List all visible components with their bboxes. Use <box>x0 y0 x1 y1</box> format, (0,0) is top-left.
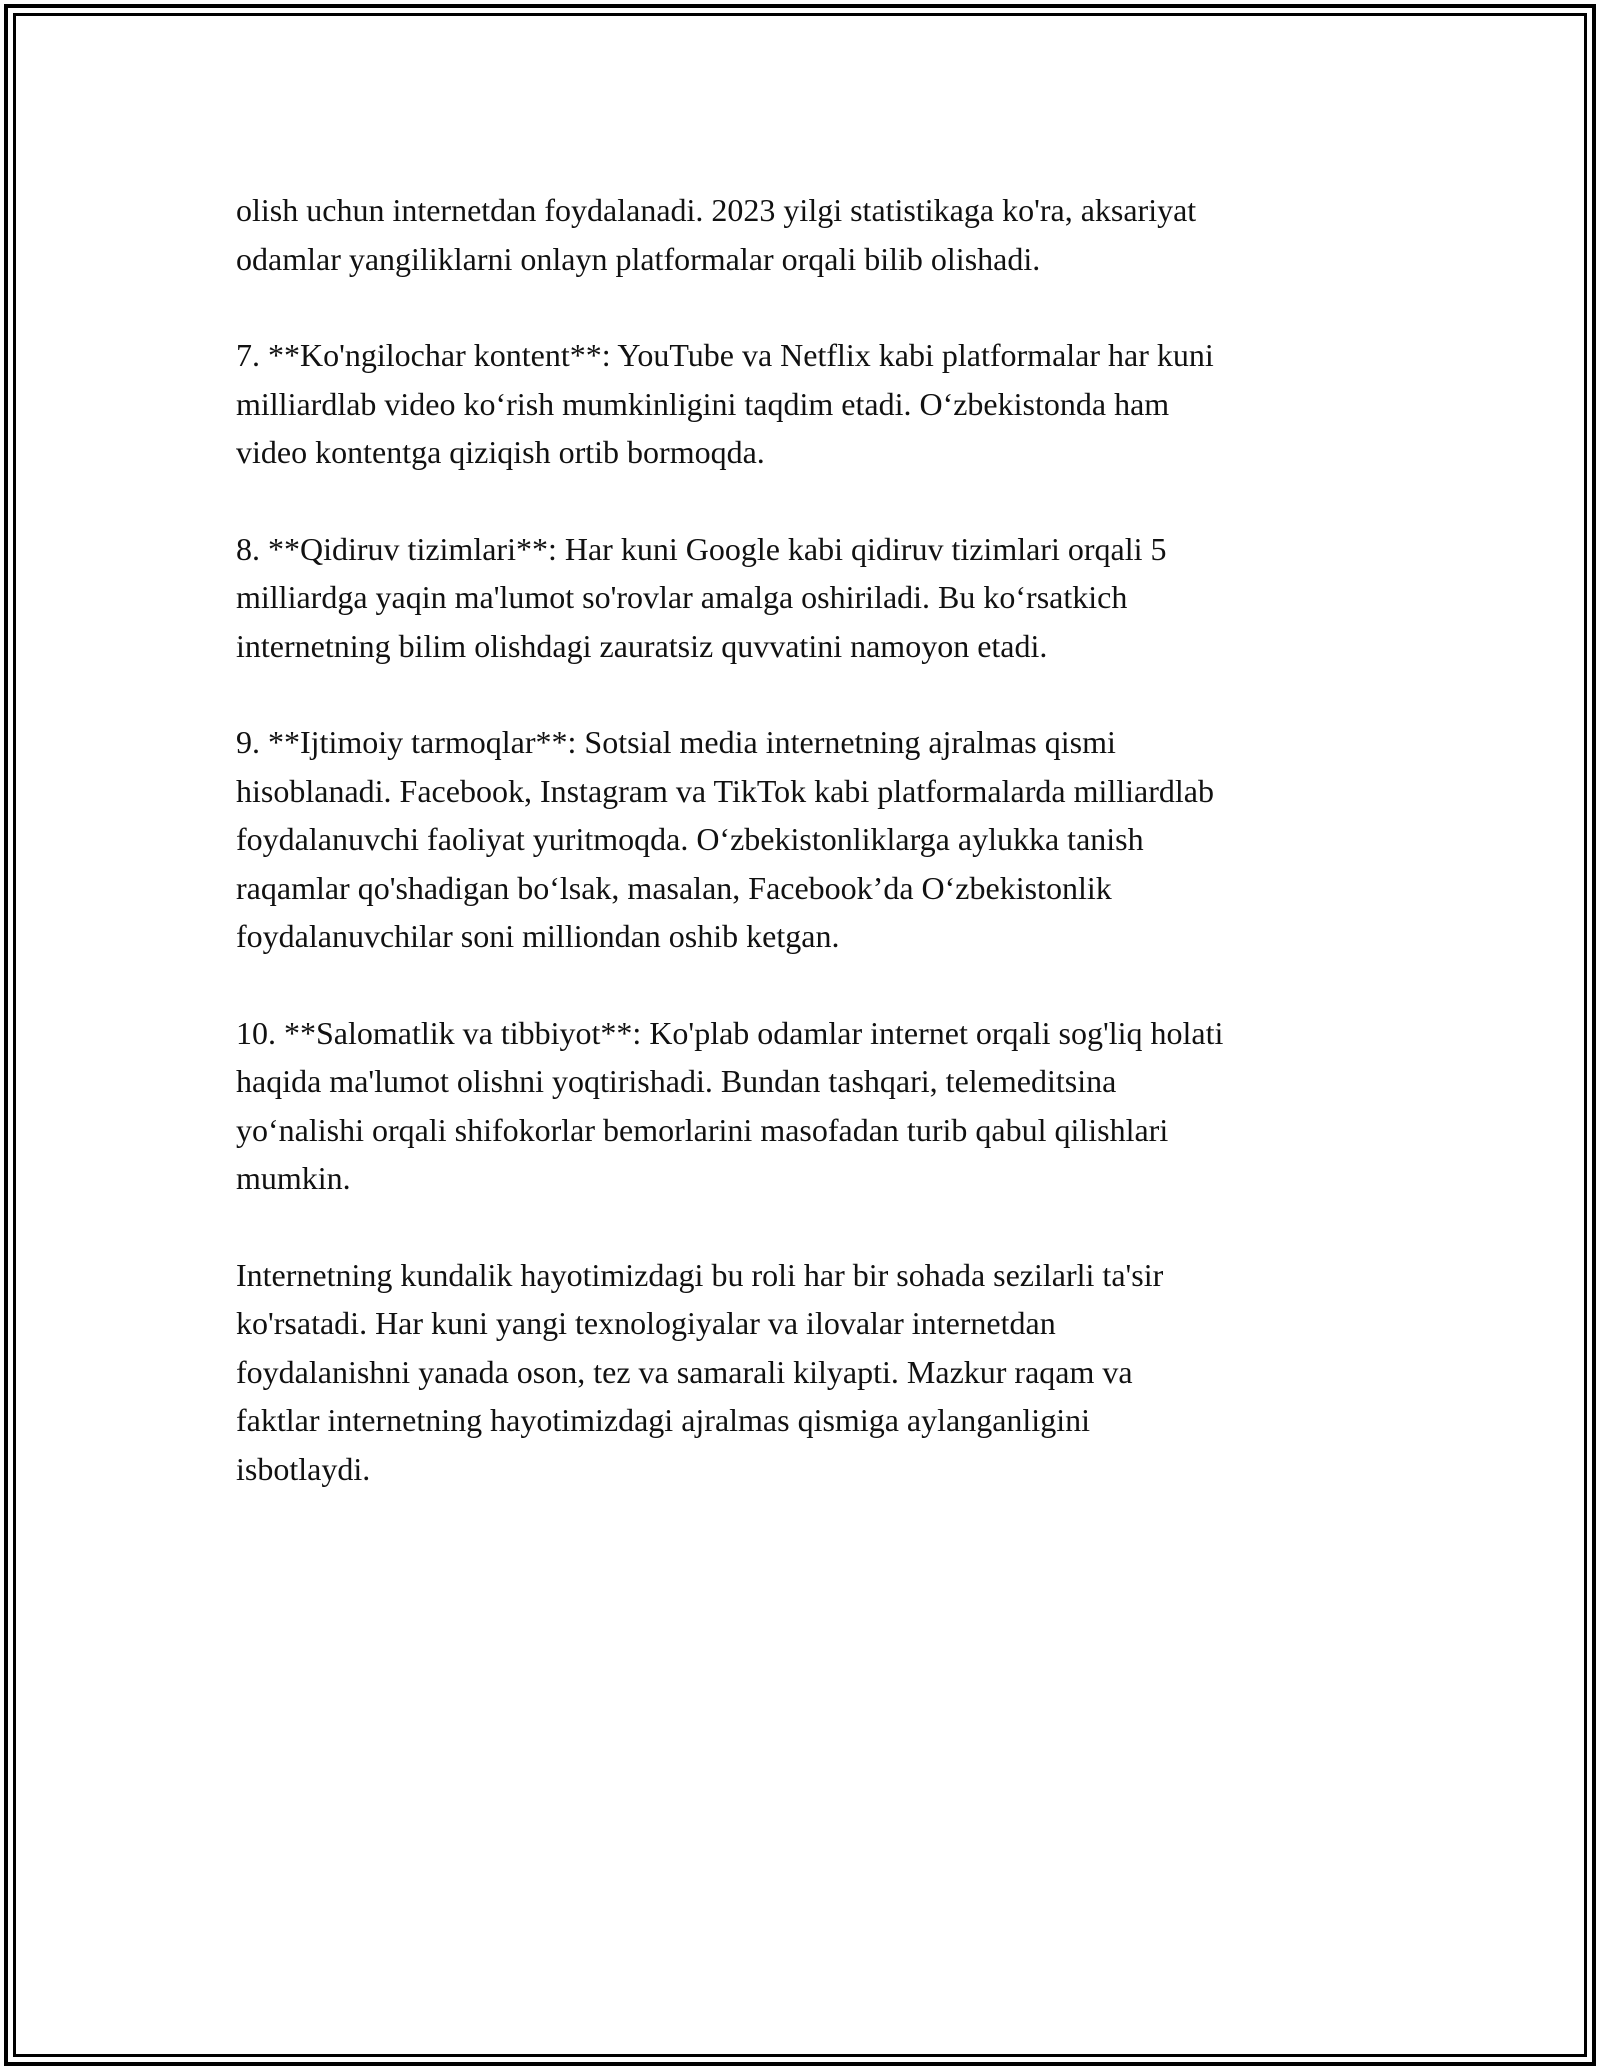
paragraph-conclusion: Internetning kundalik hayotimizdagi bu roli har bir sohada sezilarli ta'sir ko'rsatadi. Har kuni yangi texnologiyalar va ilovalar internetdan foydalanishni yanada oson, tez va samarali kilyapti. Mazkur raqam va faktlar internetning hayotimizdagi ajralmas qismiga aylanganligini isbotlaydi. <box>236 1256 1164 1487</box>
paragraph-news-continuation: olish uchun internetdan foydalanadi. 2023 yilgi statistikaga ko'ra, aksariyat odamlar yangiliklarni onlayn platformalar orqali bilib olishadi. <box>236 192 1197 277</box>
paragraph-social-networks: 9. **Ijtimoiy tarmoqlar**: Sotsial media internetning ajralmas qismi hisoblanadi. Facebook, Instagram va TikTok kabi platformalarda milliardlab foydalanuvchi faoliyat yuritmoqda. O‘zbekistonliklarga aylukka tanish raqamlar qo'shadigan bo‘lsak, masalan, Facebook’da O‘zbekistonlik foydalanuvchilar soni milliondan oshib ketgan. <box>236 724 1214 954</box>
document-body <box>236 186 1376 1541</box>
paragraph-health-medicine: 10. **Salomatlik va tibbiyot**: Ko'plab odamlar internet orqali sog'liq holati haqida ma'lumot olishni yoqtirishadi. Bundan tashqari, telemeditsina yo‘nalishi orqali shifokorlar bemorlarini masofadan turib qabul qilishlari mumkin. <box>236 1014 1224 1196</box>
paragraph-entertainment-content: 7. **Ko'ngilochar kontent**: YouTube va Netflix kabi platformalar har kuni milliardlab video ko‘rish mumkinligini taqdim etadi. O‘zbekistonda ham video kontentga qiziqish ortib bormoqda. <box>236 337 1214 470</box>
paragraph-search-engines: 8. **Qidiruv tizimlari**: Har kuni Google kabi qidiruv tizimlari orqali 5 milliardga yaqin ma'lumot so'rovlar amalga oshiriladi. Bu ko‘rsatkich internetning bilim olishdagi zauratsiz quvvatini namoyon etadi. <box>236 530 1167 664</box>
